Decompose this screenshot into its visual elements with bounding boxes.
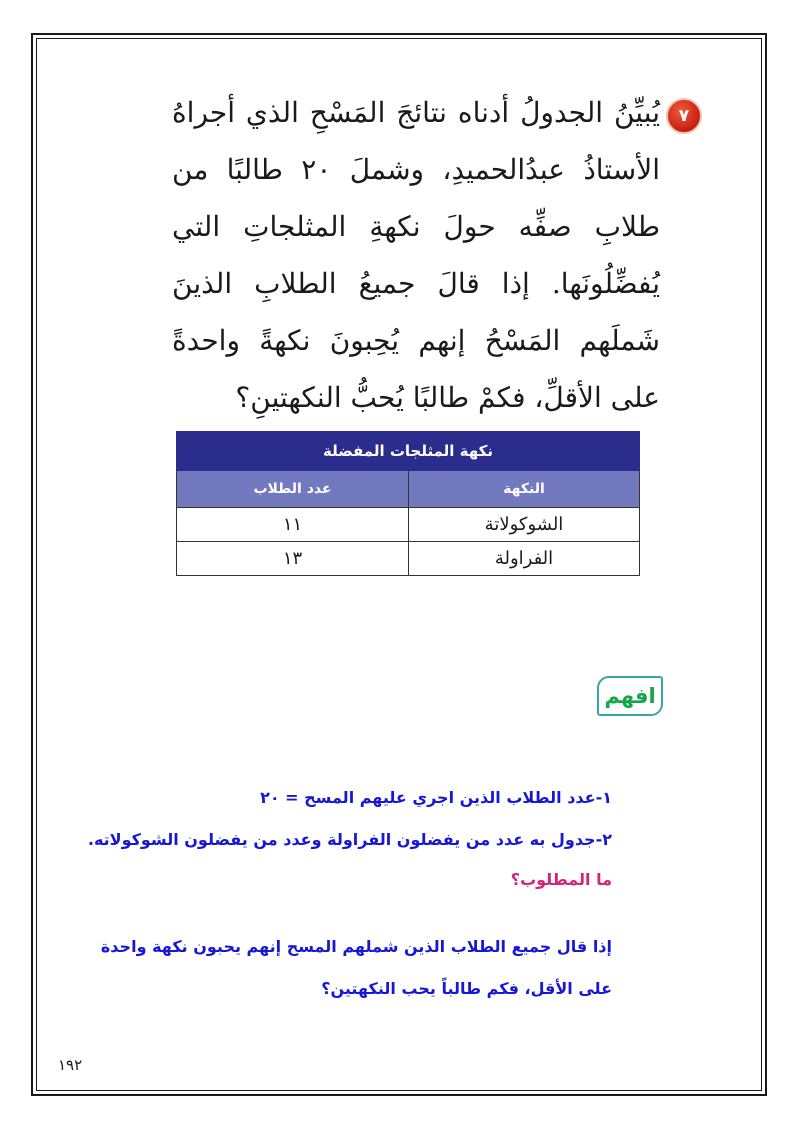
required-label: ما المطلوب؟ bbox=[510, 870, 612, 889]
answer-line-1: ١-عدد الطلاب الذين اجري عليهم المسح = ٢٠ bbox=[260, 788, 612, 807]
table-caption: نكهة المثلجات المفضلة bbox=[177, 432, 640, 471]
table-row bbox=[177, 508, 640, 542]
problem-text: يُبيِّنُ الجدولُ أدناه نتائجَ المَسْحِ الذي أجراهُ الأستاذُ عبدُالحميدِ، وشملَ ٢٠ طالبًا من طلابِ صفِّه حولَ نكهةِ المثلجاتِ التي يُفضِّلُونَها. إذا قالَ جميعُ الطلابِ الذينَ شَملَهم المَسْحُ إنهم يُحِبونَ نكهةً واحدةً على الأقلِّ، فكمْ طالبًا يُحبُّ النكهتينِ؟ bbox=[172, 96, 660, 414]
question-number-badge: ٧ bbox=[666, 98, 702, 134]
page-number: ١٩٢ bbox=[58, 1056, 83, 1074]
count-cell: ١١ bbox=[177, 508, 409, 542]
flavor-cell: الفراولة bbox=[409, 542, 640, 576]
column-header-flavor: النكهة bbox=[409, 471, 640, 508]
column-header-count: عدد الطلاب bbox=[177, 471, 409, 508]
count-cell: ١٣ bbox=[177, 542, 409, 576]
flavor-cell: الشوكولاتة bbox=[409, 508, 640, 542]
required-text: إذا قال جميع الطلاب الذين شملهم المسح إنهم يحبون نكهة واحدة على الأقل، فكم طالباً يحب النكهتين؟ bbox=[100, 937, 612, 998]
flavors-table bbox=[176, 431, 640, 576]
table-row bbox=[177, 542, 640, 576]
answer-line-2: ٢-جدول به عدد من يفضلون الفراولة وعدد من يفضلون الشوكولاته. bbox=[87, 830, 612, 849]
section-label-understand: افهم bbox=[597, 676, 663, 716]
